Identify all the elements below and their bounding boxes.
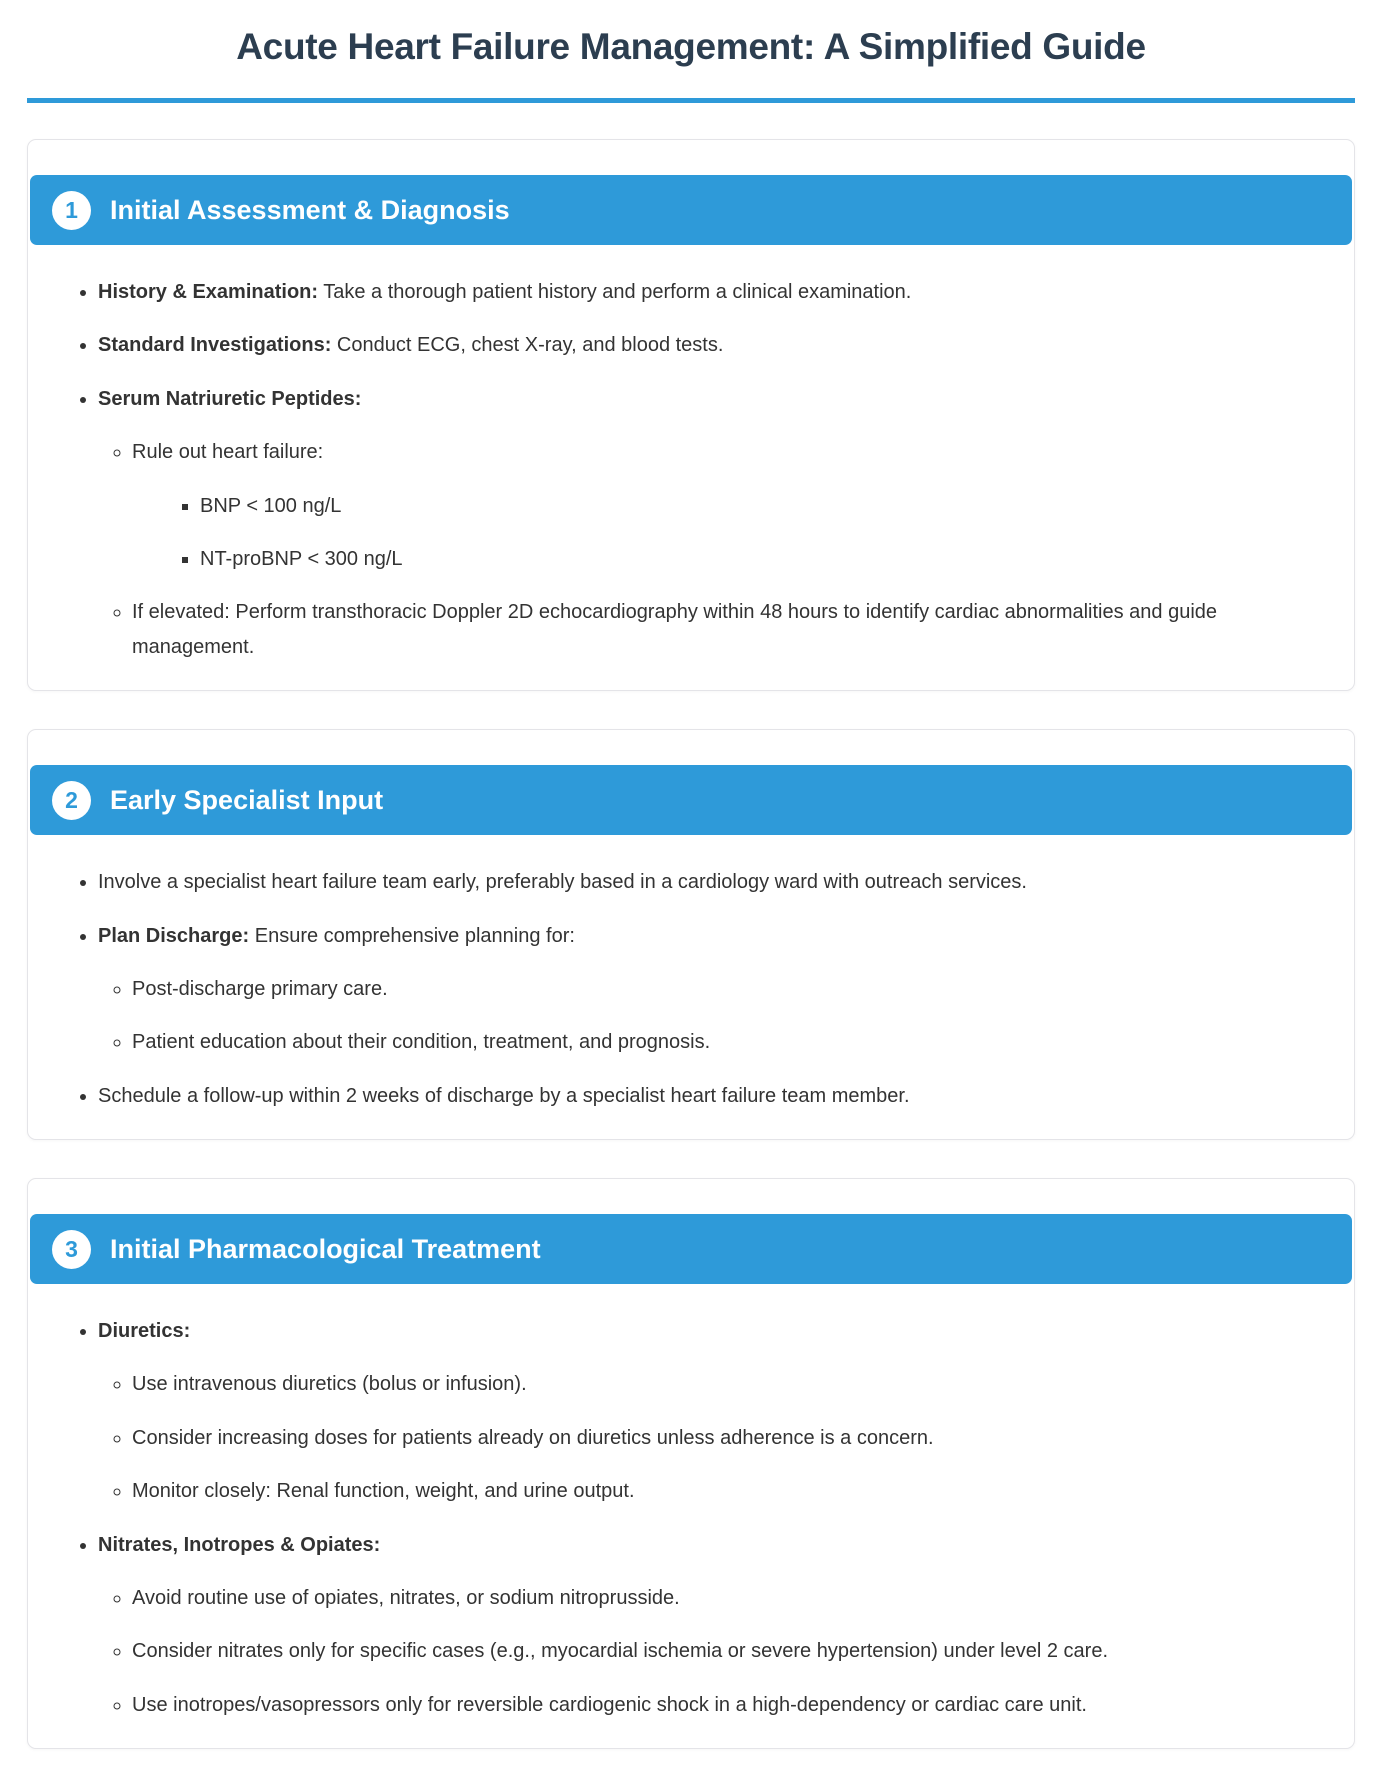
list-item [132,1474,1312,1508]
list-item [98,328,1312,362]
section-3-header [30,1214,1352,1284]
item-text: Patient education about their condition, treatment, and prognosis. [132,1031,711,1054]
list-item [98,382,1312,664]
item-text: Post-discharge primary care. [132,977,388,1000]
list-item [98,865,1312,899]
item-text: Ensure comprehensive planning for: [249,924,575,947]
item-text: Use inotropes/vasopressors only for reversible cardiogenic shock in a high-dependency or cardiac care unit. [132,1693,1087,1716]
list-item [132,1421,1312,1455]
item-text: Involve a specialist heart failure team early, preferably based in a cardiology ward with outreach services. [98,871,1027,894]
item-lead: History & Examination: [98,281,319,303]
page-header [0,26,1382,103]
section-1-number-badge: 1 [52,191,91,230]
section-2-title: Early Specialist Input [110,784,384,815]
item-text: Use intravenous diuretics (bolus or infusion). [132,1373,527,1396]
section-1-list [30,245,1352,664]
item-text: Take a thorough patient history and perform a clinical examination. [318,281,912,303]
list-item [200,542,1312,576]
item-lead: Standard Investigations: [98,334,332,357]
list-item [98,1314,1312,1509]
section-3-list [30,1284,1352,1722]
sub-sub-list [132,470,1312,577]
list-item [98,1528,1312,1723]
sub-list [98,1562,1312,1722]
list-item [98,919,1312,1060]
section-1-header [30,175,1352,245]
page-title: Acute Heart Failure Management: A Simplified Guide [236,26,1146,67]
list-item [132,1025,1312,1059]
item-text: If elevated: Perform transthoracic Doppler 2D echocardiography within 48 hours to identify cardiac abnormalities and guide management. [132,601,1218,658]
section-2-header [30,765,1352,835]
item-text: BNP < 100 ng/L [200,494,342,517]
title-divider [27,98,1355,103]
list-item [132,1367,1312,1401]
sub-list [98,953,1312,1060]
item-text: Avoid routine use of opiates, nitrates, or sodium nitroprusside. [132,1587,680,1610]
item-text: Monitor closely: Renal function, weight, and urine output. [132,1480,635,1503]
sub-list [98,416,1312,664]
item-lead: Diuretics: [98,1320,191,1343]
item-lead: Plan Discharge: [98,924,250,947]
sub-list [98,1348,1312,1508]
section-2-list [30,835,1352,1113]
item-text: Consider nitrates only for specific cases (e.g., myocardial ischemia or severe hypertension) under level 2 care. [132,1640,1108,1663]
list-item [98,275,1312,309]
section-1-title: Initial Assessment & Diagnosis [110,194,510,225]
list-item [132,1634,1312,1668]
item-text: Schedule a follow-up within 2 weeks of discharge by a specialist heart failure team member. [98,1084,910,1107]
list-item [132,1688,1312,1722]
section-early-specialist-input [27,729,1355,1140]
list-item [132,435,1312,576]
section-3-title: Initial Pharmacological Treatment [110,1233,541,1264]
list-item [132,1581,1312,1615]
section-3-number-badge: 3 [52,1230,91,1269]
item-text: Conduct ECG, chest X-ray, and blood tests. [331,334,724,357]
list-item [132,595,1312,664]
list-item [98,1079,1312,1113]
item-lead: Nitrates, Inotropes & Opiates: [98,1533,381,1556]
section-2-number-badge: 2 [52,781,91,820]
item-text: Rule out heart failure: [132,441,324,464]
list-item [132,972,1312,1006]
item-text: NT-proBNP < 300 ng/L [200,547,403,570]
list-item [200,489,1312,523]
section-initial-assessment [27,139,1355,691]
item-text: Consider increasing doses for patients already on diuretics unless adherence is a concern. [132,1426,934,1449]
item-lead: Serum Natriuretic Peptides: [98,387,362,410]
section-initial-pharmacological-treatment [27,1178,1355,1749]
